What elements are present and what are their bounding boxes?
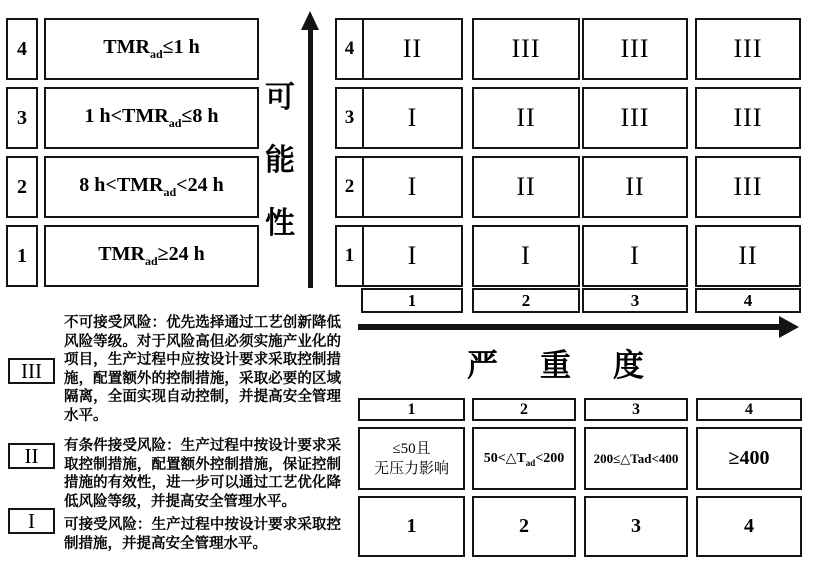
possibility-condition-3 — [44, 87, 259, 149]
matrix-value-r3c1: I — [407, 103, 418, 132]
severity-header-2: 2 — [472, 398, 576, 421]
severity-grade-4: 4 — [696, 496, 802, 557]
matrix-col-label-4: 4 — [695, 288, 801, 313]
condition-sub: ad — [168, 116, 182, 130]
possibility-axis-label: 可能性 — [265, 81, 295, 240]
matrix-col-label-1: 1 — [361, 288, 463, 313]
expr-post: <200 — [535, 450, 565, 466]
matrix-value-r2c2: II — [516, 172, 536, 201]
matrix-value-r1c4: II — [738, 241, 758, 270]
matrix-value-r4c4: III — [733, 34, 763, 63]
legend-text-I: 可接受风险：生产过程中按设计要求采取控制措施，并提高安全管理水平。 — [64, 517, 341, 552]
possibility-condition-1 — [44, 225, 259, 287]
condition-sub: ad — [163, 185, 177, 199]
possibility-axis-arrow-line — [308, 26, 313, 288]
possibility-level-4: 4 — [6, 18, 38, 80]
severity-grade-3: 3 — [584, 496, 688, 557]
possibility-condition-4 — [44, 18, 259, 80]
matrix-value-r1c3: I — [630, 241, 640, 270]
condition-sub: ad — [149, 47, 163, 61]
possibility-level-3: 3 — [6, 87, 38, 149]
matrix-value-r4c1: II — [402, 34, 423, 63]
matrix-value-r3c3: III — [620, 103, 650, 132]
legend-marker-I: I — [8, 508, 55, 534]
severity-grade-2: 2 — [472, 496, 576, 557]
matrix-cell-r1c4 — [695, 225, 801, 287]
matrix-row-level-1: 1 — [337, 227, 364, 285]
matrix-cell-r4c4 — [695, 18, 801, 80]
condition-pre: 1 h<TMR — [84, 105, 169, 127]
criterion-line-1: ≤50且 — [392, 440, 431, 457]
condition-pre: TMR — [103, 36, 150, 58]
severity-header-1: 1 — [358, 398, 465, 421]
up-arrow-icon — [301, 11, 319, 30]
legend-marker-II: II — [8, 443, 55, 469]
severity-grade-1: 1 — [358, 496, 465, 557]
condition-pre: TMR — [98, 243, 145, 265]
condition-text — [98, 243, 204, 269]
expr-sub: ad — [525, 457, 536, 468]
legend-marker-III: III — [8, 358, 55, 384]
legend-text-III: 不可接受风险：优先选择通过工艺创新降低风险等级。对于风险高但必须实施产业化的项目，生产过程中应按设计要求采取控制措施，配置额外的控制措施，采取必要的区域隔离，全面实现自动控制，并提高安全管理水平。 — [64, 315, 341, 424]
matrix-value-r4c3: III — [620, 34, 650, 63]
matrix-col-label-2: 2 — [472, 288, 580, 313]
matrix-cell-r2c3 — [582, 156, 688, 218]
possibility-level-2: 2 — [6, 156, 38, 218]
matrix-cell-r4c1 — [335, 18, 463, 80]
expr-pre: 50<△T — [483, 450, 526, 466]
possibility-condition-2 — [44, 156, 259, 218]
matrix-value-r1c2: I — [521, 241, 531, 270]
matrix-row-level-3: 3 — [337, 89, 364, 147]
condition-post: ≤8 h — [181, 105, 219, 127]
matrix-cell-r3c2 — [472, 87, 580, 149]
criterion-expression — [484, 450, 565, 468]
matrix-cell-r4c3 — [582, 18, 688, 80]
condition-text — [85, 105, 219, 131]
matrix-value-r3c4: III — [733, 103, 763, 132]
criterion-expression: 200≤△Tad<400 — [593, 450, 679, 466]
condition-post: <24 h — [176, 174, 224, 196]
matrix-value-r2c4: III — [733, 172, 763, 201]
possibility-level-1: 1 — [6, 225, 38, 287]
condition-post: ≤1 h — [162, 36, 200, 58]
matrix-row-level-2: 2 — [337, 158, 364, 216]
severity-criterion-1 — [358, 427, 465, 490]
matrix-cell-r3c3 — [582, 87, 688, 149]
severity-header-3: 3 — [584, 398, 688, 421]
matrix-cell-r1c3 — [582, 225, 688, 287]
severity-axis-label: 严重度 — [467, 348, 686, 383]
matrix-cell-r2c2 — [472, 156, 580, 218]
condition-post: ≥24 h — [157, 243, 205, 265]
severity-criterion-4 — [696, 427, 802, 490]
severity-criterion-3 — [584, 427, 688, 490]
matrix-cell-r4c2 — [472, 18, 580, 80]
matrix-value-r2c3: II — [625, 172, 645, 201]
matrix-cell-r3c4 — [695, 87, 801, 149]
legend-text-II: 有条件接受风险：生产过程中按设计要求采取控制措施，配置额外控制措施，保证控制措施的有效性，进一步可以通过工艺优化降低风险等级，并提高安全管理水平。 — [64, 438, 341, 510]
matrix-value-r4c2: III — [511, 34, 541, 63]
matrix-value-r3c2: II — [516, 103, 536, 132]
matrix-row-level-4: 4 — [337, 20, 364, 78]
matrix-value-r1c1: I — [407, 241, 418, 270]
right-arrow-icon — [779, 316, 799, 338]
matrix-cell-r2c4 — [695, 156, 801, 218]
criterion-line-2: 无压力影响 — [373, 460, 449, 477]
matrix-cell-r2c1 — [335, 156, 463, 218]
condition-text — [79, 174, 223, 200]
severity-axis-arrow-line — [358, 324, 782, 330]
condition-pre: 8 h<TMR — [79, 174, 164, 196]
criterion-expression: ≥400 — [728, 447, 770, 469]
matrix-value-r2c1: I — [407, 172, 418, 201]
matrix-col-label-3: 3 — [582, 288, 688, 313]
severity-criterion-2 — [472, 427, 576, 490]
matrix-cell-r3c1 — [335, 87, 463, 149]
condition-sub: ad — [144, 254, 158, 268]
severity-header-4: 4 — [696, 398, 802, 421]
matrix-cell-r1c2 — [472, 225, 580, 287]
matrix-cell-r1c1 — [335, 225, 463, 287]
condition-text — [103, 36, 199, 62]
